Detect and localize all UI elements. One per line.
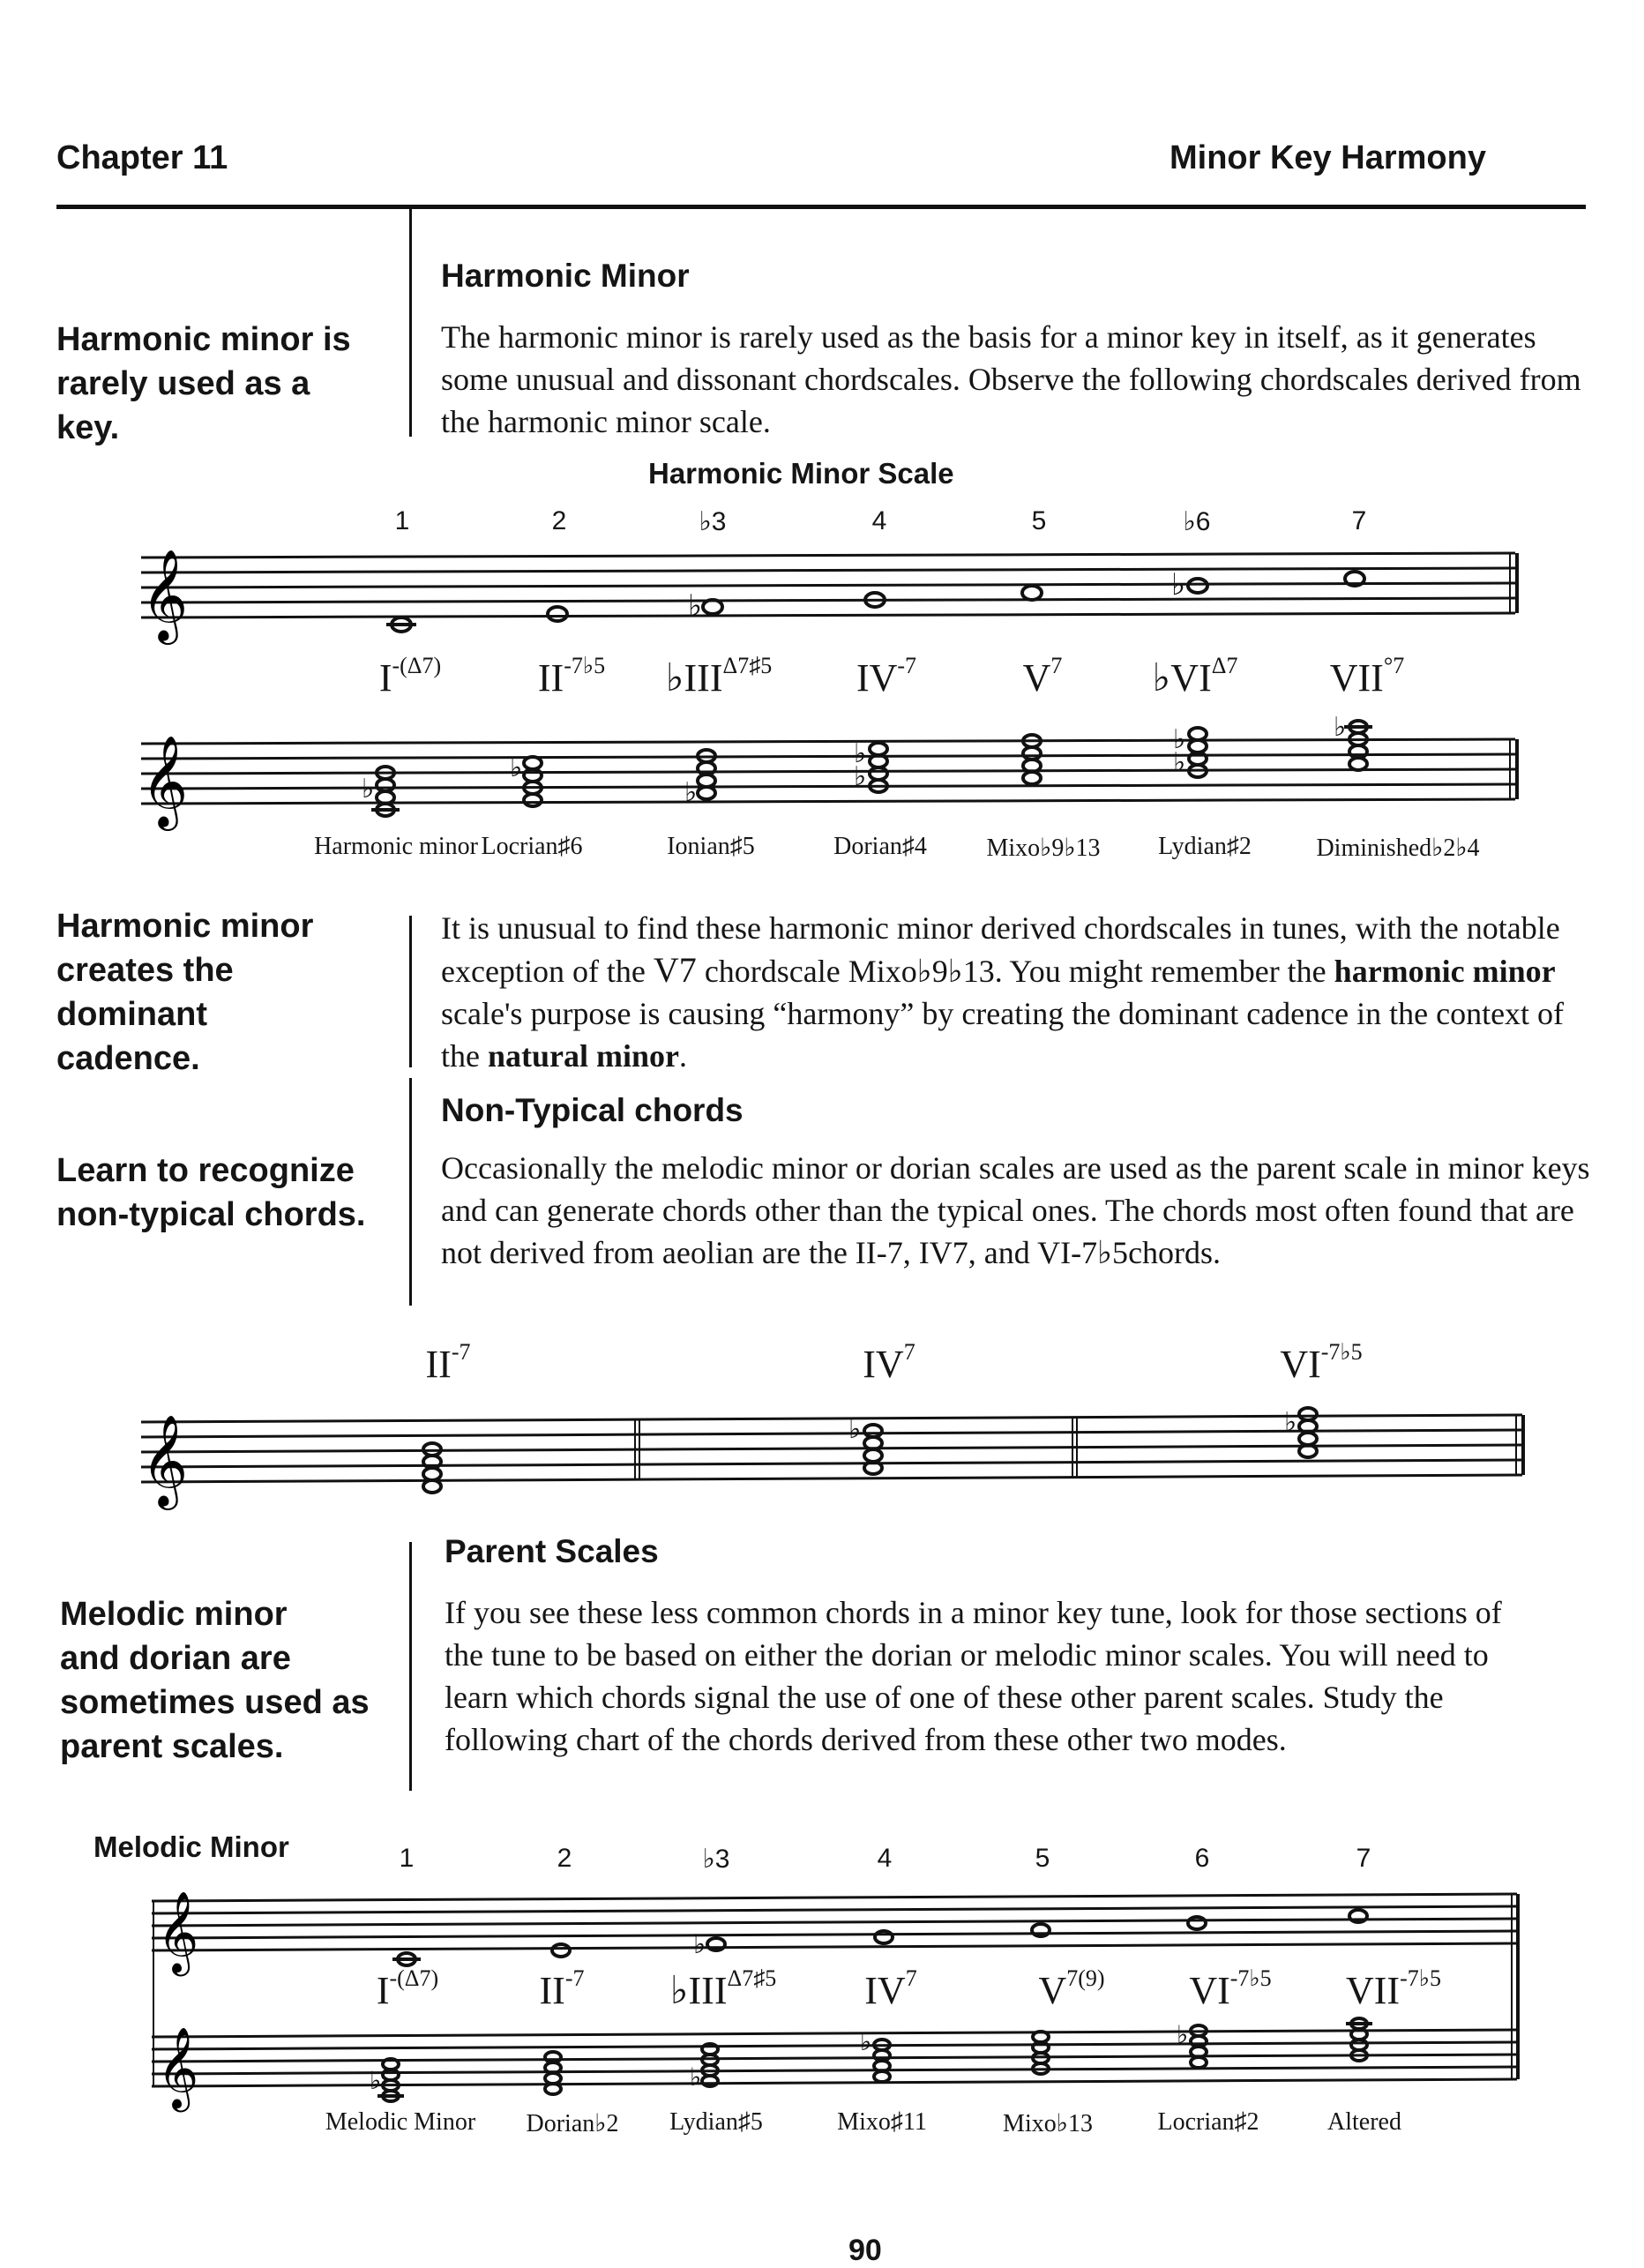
chord-extension: 7(9) [1066, 1965, 1105, 1991]
treble-clef-icon: 𝄞 [157, 2026, 199, 2108]
mode-name: Mixo♭9♭13 [986, 835, 1101, 862]
chapter-title: Minor Key Harmony [1169, 139, 1486, 176]
mode-name: Dorian♯4 [833, 833, 927, 860]
mode-name: Lydian♯5 [669, 2108, 763, 2136]
svg-text:♭: ♭ [684, 777, 698, 808]
scale-degree-label: 1 [399, 1844, 415, 1873]
scale-degree-label: 5 [1031, 506, 1047, 535]
chord-root: VII [1329, 656, 1384, 700]
mode-name: Altered [1327, 2108, 1401, 2136]
mode-name: Locrian♯2 [1157, 2108, 1259, 2136]
svg-text:♭: ♭ [688, 588, 703, 624]
mode-name: Mixo♭13 [1003, 2110, 1093, 2137]
sidenote-non-typical: Learn to recognize non-typical chords. [56, 1152, 366, 1233]
mode-name: Lydian♯2 [1158, 833, 1252, 860]
mode-name: Ionian♯5 [667, 833, 755, 860]
scale-degree-label: 4 [877, 1844, 893, 1873]
chapter-label: Chapter 11 [56, 139, 228, 176]
svg-text:♭: ♭ [1171, 567, 1186, 603]
mode-name: Mixo♯11 [837, 2108, 927, 2136]
chord-extension: -7♭5 [1400, 1965, 1442, 1991]
chord-extension: Δ7 [1211, 653, 1238, 678]
chord-extension: -7 [451, 1339, 471, 1365]
svg-text:♭: ♭ [1284, 1407, 1297, 1438]
chord-root: II [425, 1343, 452, 1386]
chord-symbol [670, 1965, 776, 2013]
chord-root: VI [1280, 1343, 1321, 1386]
page-number: 90 [848, 2234, 882, 2267]
sidenote-parent-scales: Melodic minor and dorian are sometimes used as parent scales. [60, 1596, 370, 1765]
chord-root: ♭VI [1152, 656, 1212, 700]
scale-degree-label: 2 [557, 1844, 572, 1873]
chord-extension: Δ7♯5 [727, 1965, 777, 1991]
scale-degree-label: ♭6 [1183, 507, 1211, 536]
chord-root: VI [1189, 1969, 1230, 2012]
chord-root: II [537, 656, 564, 700]
svg-text:♭: ♭ [1173, 747, 1186, 778]
chord-extension: 7 [1050, 653, 1063, 678]
scale-degree-label: 2 [551, 506, 567, 535]
svg-text:♭: ♭ [854, 761, 867, 792]
chord-symbol [1189, 1965, 1271, 2013]
figure-title-harmonic-minor-scale: Harmonic Minor Scale [648, 457, 954, 490]
section-title-non-typical: Non-Typical chords [441, 1092, 744, 1128]
scale-degree-label: 6 [1194, 1844, 1210, 1873]
svg-text:♭: ♭ [510, 752, 523, 783]
mode-name: Dorian♭2 [526, 2110, 619, 2137]
chord-extension: -7 [897, 653, 917, 678]
chord-extension: -(Δ7) [392, 653, 442, 678]
chord-extension: -7♭5 [1320, 1339, 1363, 1365]
chord-extension: °7 [1383, 653, 1405, 678]
treble-clef-icon: 𝄞 [141, 735, 189, 827]
mode-name: Harmonic minor [314, 833, 478, 860]
chord-extension: 7 [905, 1965, 917, 1991]
chord-root: V [1022, 656, 1051, 700]
chord-extension: -7♭5 [1229, 1965, 1272, 1991]
chord-extension: -(Δ7) [389, 1965, 439, 1991]
treble-clef-icon: 𝄞 [157, 1890, 199, 1972]
chord-root: ♭III [665, 656, 723, 700]
svg-text:♭: ♭ [690, 2062, 702, 2092]
paragraph-harmonic-minor: The harmonic minor is rarely used as the basis for a minor key in itself, as it generates some unusual and dissonant chordscales. Observe the following chordscales derived from the harmonic minor scale. [441, 319, 1581, 439]
chord-symbol [1038, 1965, 1104, 2013]
paragraph-non-typical: Occasionally the melodic minor or dorian scales are used as the parent scale in minor keys and can generate chords other than the typical ones. The chords most often found that are not derived from aeolian are the II-7, IV7, and VI-7♭5chords. [441, 1150, 1590, 1270]
chord-root: V [1038, 1969, 1067, 2012]
paragraph-dominant-cadence: It is unusual to find these harmonic minor derived chordscales in tunes, with the notable exception of the V7 chordscale Mixo♭9♭13. You might remember the harmonic minor scale's purpose is causing “harmony” by creating the dominant cadence in the context of the natural minor. [441, 910, 1565, 1074]
mode-name: Melodic Minor [325, 2108, 476, 2136]
mode-name: Diminished♭2♭4 [1316, 835, 1480, 862]
scale-degree-label: 4 [871, 506, 887, 535]
svg-text:♭: ♭ [860, 2027, 872, 2056]
paragraph-parent-scales: If you see these less common chords in a minor key tune, look for those sections of the tune to be based on either the dorian or melodic minor scales. You will need to learn which chords signal the use of one of these other parent scales. Study the following chart of the chords derived from these other two modes. [445, 1595, 1502, 1757]
section-title-harmonic-minor: Harmonic Minor [441, 258, 690, 294]
chord-symbol [1346, 1965, 1441, 2013]
chord-root: IV [856, 656, 898, 700]
svg-text:♭: ♭ [1334, 712, 1347, 743]
treble-clef-icon: 𝄞 [141, 549, 189, 641]
svg-text:♭: ♭ [362, 774, 375, 805]
scale-degree-label: 7 [1351, 506, 1367, 535]
section-title-parent-scales: Parent Scales [445, 1533, 659, 1569]
chord-root: ♭III [669, 1969, 728, 2012]
scale-degree-label: 7 [1356, 1844, 1371, 1873]
svg-text:♭: ♭ [854, 738, 867, 769]
chord-symbol [377, 1965, 438, 2013]
svg-text:♭: ♭ [848, 1414, 862, 1445]
chord-extension: 7 [903, 1339, 915, 1365]
scale-degree-label: ♭3 [699, 507, 727, 536]
chord-symbol [864, 1965, 916, 2013]
svg-text:♭: ♭ [1173, 724, 1186, 755]
chord-extension: -7♭5 [564, 653, 606, 678]
chord-extension: -7 [564, 1965, 585, 1991]
chord-root: I [376, 1969, 390, 2012]
sidenote-harmonic-minor: Harmonic minor is rarely used as a key. [56, 321, 351, 446]
scale-degree-label: 5 [1035, 1844, 1050, 1873]
chord-symbol-inline: V7 [653, 950, 697, 990]
treble-clef-icon: 𝄞 [141, 1414, 189, 1507]
mode-name: Locrian♯6 [481, 833, 583, 860]
figure-title-melodic-minor: Melodic Minor [93, 1830, 289, 1863]
svg-text:♭: ♭ [1177, 2020, 1189, 2049]
chord-root: IV [864, 1969, 906, 2012]
chord-root: II [539, 1969, 565, 2012]
chord-root: IV [863, 1343, 904, 1386]
sidenote-dominant-cadence: Harmonic minor creates the dominant cadence. [56, 908, 314, 1077]
chord-symbol [540, 1965, 585, 2013]
svg-text:♭: ♭ [693, 1929, 706, 1960]
scale-degree-label: 1 [394, 506, 410, 535]
chord-root: VII [1345, 1969, 1401, 2012]
chord-extension: Δ7♯5 [722, 653, 773, 678]
svg-text:♭: ♭ [370, 2066, 382, 2095]
scale-degree-label: ♭3 [702, 1845, 730, 1874]
chord-root: I [378, 656, 392, 700]
